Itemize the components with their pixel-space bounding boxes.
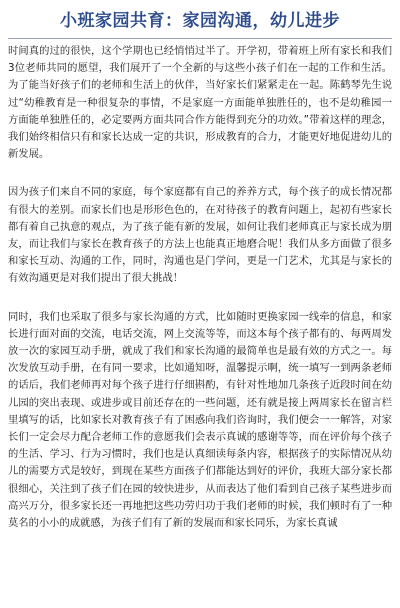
title-divider [8, 38, 392, 39]
paragraph-communication-methods: 同时，我们也采取了很多与家长沟通的方式，比如随时更换家园一线牵的信息，和家长进行面对面的交流，电话交流，网上交流等等，而这本每个孩子都有的、每两周发放一次的家园互动手册，就成了我们和家长沟通的最简单也是最有效的方式之一。每次发放互动手册，在有同一要求，比如通知呀，温馨提示啊，统一填写一到两条老师的话后，我们老师再对每个孩子进行仔细斟酌，有针对性地加几条孩子近段时间在幼儿园的突出表现、或进步或目前还存在的一些问题，还有就是接上两周家长在留言栏里填写的话，比如家长对教育孩子有了困惑向我们咨询时，我们便会一一解答，对家长们一定会尽力配合老师工作的意愿我们会表示真诚的感谢等等，而在评价每个孩子的生活、学习、行为习惯时，我们也是认真细读每条内容，根据孩子的实际情况从幼儿的需要方式是较好，到现在某些方面孩子们都能达到好的评价，我班大部分家长都很细心，关注到了孩子们在园的较快进步，从而表达了他们看到自己孩子某些进步而高兴万分，很多家长还一再地把这些功劳归功于我们老师的时候，我们顿时有了一种莫名的小小的成就感，为孩子们有了新的发展而和家长同乐，为家长真诚 [8, 310, 392, 530]
page-title: 小班家园共育：家园沟通，幼儿进步 [60, 11, 340, 31]
paragraph-intro: 时间真的过的很快，这个学期也已经悄悄过半了。开学初，带着班上所有家长和我们3位老师共同的愿望，我们展开了一个全新的与这些小孩子们在一起的工作和生活。为了能当好孩子们的老师和生活上的伙伴，当好家长们紧紧走在一起。陈鹤琴先生说过“幼稚教育是一种很复杂的事情，不是家庭一方面能单独胜任的，也不是幼稚园一方面能单独胜任的，必定要两方面共同合作方能得到充分的功效。”带着这样的理念，我们始终相信只有和家长达成一定的共识，形成教育的合力，才能更好地促进幼儿的新发展。 [8, 45, 392, 161]
paragraph-family-differences: 因为孩子们来自不同的家庭，每个家庭都有自己的养养方式，每个孩子的成长情况都有很大的差别。而家长们也是形形色色的，在对待孩子的教育问题上，起初有些家长都有着自己执意的观点，为了孩子能有新的发展，如何让我们老师真正与家长成为朋友，而让我们与家长在教育孩子的方法上也能真正地磨合呢！我们从多方面做了很多和家长互动、沟通的工作，同时，沟通也是门学问，更是一门艺术，尤其是与家长的有效沟通更是对我们提出了很大挑战！ [8, 186, 392, 285]
